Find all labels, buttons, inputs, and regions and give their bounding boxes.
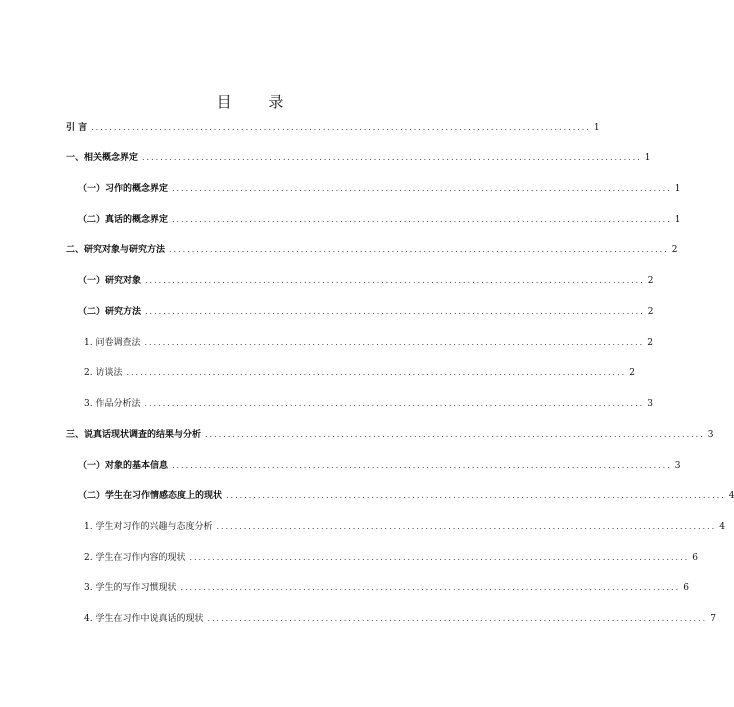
toc-entry-label: 三、说真话现状调查的结果与分析	[66, 430, 202, 440]
toc-entry-label: 3. 学生的写作习惯现状	[84, 583, 177, 593]
toc-page-number: 4	[728, 491, 734, 501]
dot-leader: ..............................................................................................................	[145, 276, 645, 285]
toc-page-number: 2	[647, 338, 653, 348]
dot-leader: ..............................................................................................................	[144, 399, 645, 408]
toc-entry-section-1-1[interactable]	[78, 179, 681, 195]
toc-page-number: 2	[671, 245, 678, 255]
dot-leader: ..............................................................................................................	[172, 461, 672, 470]
dot-leader: ..............................................................................................................	[207, 614, 708, 623]
toc-entry-label: （一）习作的概念界定	[78, 184, 169, 194]
dot-leader: ..............................................................................................................	[226, 491, 726, 500]
toc-entry-section-3[interactable]	[66, 425, 714, 441]
toc-entry-section-1-2[interactable]	[78, 210, 681, 226]
toc-entry-section-3-2-1[interactable]	[84, 517, 725, 533]
toc-page-number: 1	[674, 184, 681, 194]
toc-page-number: 3	[647, 399, 653, 409]
dot-leader: ..............................................................................................................	[189, 553, 690, 562]
toc-page-number: 4	[719, 522, 725, 532]
toc-entry-section-2[interactable]	[66, 240, 678, 256]
toc-entry-label: 2. 学生在习作内容的现状	[84, 553, 186, 563]
toc-page-number: 2	[647, 276, 654, 286]
toc-entry-section-3-2[interactable]	[78, 486, 734, 502]
dot-leader: ..............................................................................................................	[142, 153, 642, 162]
toc-page-number: 1	[674, 215, 681, 225]
dot-leader: ..............................................................................................................	[145, 307, 645, 316]
toc-entry-label: （二）真话的概念界定	[78, 215, 169, 225]
toc-page-number: 2	[629, 368, 635, 378]
dot-leader: ..............................................................................................................	[216, 522, 717, 531]
toc-entry-section-2-2-3[interactable]	[84, 394, 653, 410]
toc-entry-label: 2. 访谈法	[84, 368, 123, 378]
dot-leader: ..............................................................................................................	[91, 123, 591, 132]
dot-leader: ..............................................................................................................	[144, 338, 645, 347]
toc-entry-section-2-2-2[interactable]	[84, 363, 635, 379]
toc-entry-label: 引 言	[66, 123, 88, 133]
dot-leader: ..............................................................................................................	[205, 430, 705, 439]
toc-entry-label: 3. 作品分析法	[84, 399, 141, 409]
toc-page-number: 1	[593, 123, 600, 133]
toc-entry-section-3-2-3[interactable]	[84, 578, 689, 594]
toc-entry-section-3-2-4[interactable]	[84, 609, 716, 625]
toc-page-number: 3	[674, 461, 681, 471]
toc-page-number: 1	[644, 153, 651, 163]
dot-leader: ..............................................................................................................	[169, 245, 669, 254]
toc-title: 目 录	[216, 93, 300, 111]
toc-entry-label: 1. 问卷调查法	[84, 338, 141, 348]
toc-entry-label: 4. 学生在习作中说真话的现状	[84, 614, 204, 624]
toc-page-number: 6	[692, 553, 698, 563]
dot-leader: ..............................................................................................................	[172, 184, 672, 193]
toc-entry-section-1[interactable]	[66, 148, 651, 164]
toc-entry-section-3-2-2[interactable]	[84, 548, 698, 564]
toc-entry-label: 1. 学生对习作的兴趣与态度分析	[84, 522, 213, 532]
toc-page-number: 7	[710, 614, 716, 624]
toc-entry-label: （二）学生在习作情感态度上的现状	[78, 491, 223, 501]
toc-entry-section-2-1[interactable]	[78, 271, 654, 287]
toc-page-number: 3	[707, 430, 714, 440]
toc-page-number: 6	[683, 583, 689, 593]
toc-entry-section-2-2-1[interactable]	[84, 333, 653, 349]
toc-entry-label: （一）研究对象	[78, 276, 142, 286]
toc-entry-label: 一、相关概念界定	[66, 153, 139, 163]
toc-page-number: 2	[647, 307, 654, 317]
toc-entry-introduction[interactable]	[66, 118, 600, 134]
dot-leader: ..............................................................................................................	[172, 215, 672, 224]
toc-entry-label: 二、研究对象与研究方法	[66, 245, 166, 255]
dot-leader: ..............................................................................................................	[126, 368, 627, 377]
dot-leader: ..............................................................................................................	[180, 583, 681, 592]
toc-entry-label: （二）研究方法	[78, 307, 142, 317]
toc-entry-section-2-2[interactable]	[78, 302, 654, 318]
toc-entry-label: （一）对象的基本信息	[78, 461, 169, 471]
toc-entry-section-3-1[interactable]	[78, 456, 681, 472]
